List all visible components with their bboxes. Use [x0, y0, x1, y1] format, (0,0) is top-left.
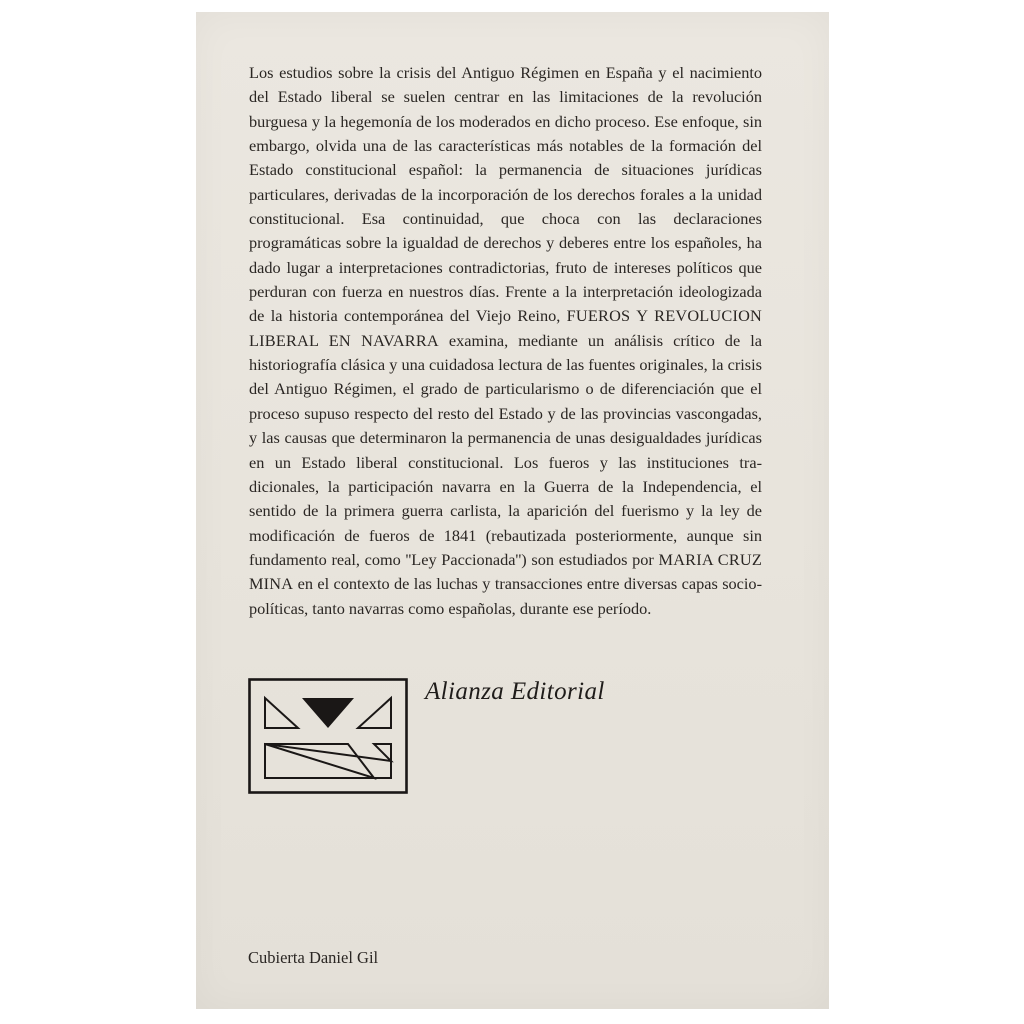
blurb-part-1: Los estudios sobre la crisis del Antiguo Régimen en España y el nacimiento del Estado liberal se suelen centrar en las limitaciones de la revolución burguesa y la hegemonía de los moderados en dicho proceso. Ese enfoque, sin embargo, olvida una de las características más notables de la formación del Estado constitucional español: la permanencia de situaciones jurídicas particulares, derivadas de la incorporación de los derechos forales a la unidad constitucional. Esa continuidad, que choca con las declaraciones programáticas sobre la igualdad de derechos y deberes entre los españoles, ha dado lugar a interpretaciones contradictorias, fruto de intereses políticos que perduran con fuerza en nuestros días. Frente a la interpretación ideologizada de la historia contemporánea del Viejo Reino, — [249, 63, 762, 326]
blurb-text — [249, 61, 762, 621]
blurb-part-3: en el contexto de las luchas y transacciones entre diversas capas socio-políticas, tanto navarras como españolas, durante ese período. — [249, 574, 762, 618]
blurb-part-2: examina, mediante un análisis crítico de la historiografía clásica y una cuidadosa lectura de las fuentes originales, la crisis del Antiguo Régimen, el grado de particularismo o de diferenciación que el proceso supuso respecto del resto del Estado y de las provincias vascongadas, y las causas que determinaron la permanencia de unas desigualdades jurídicas en un Estado liberal constitucional. Los fueros y las instituciones tradicionales, la participación navarra en la Guerra de la Independencia, el sentido de la primera guerra carlista, la aparición del fuerismo y la ley de modificación de fueros de 1841 (rebautizada posteriormente, aunque sin fundamento real, como ''Ley Paccionada'') son estudiados por — [249, 330, 762, 569]
publisher-block — [248, 678, 788, 808]
cover-credit: Cubierta Daniel Gil — [248, 948, 379, 967]
alianza-editorial-logo-icon — [248, 678, 408, 794]
publisher-name: Alianza Editorial — [425, 678, 605, 705]
author-name: MARIA CRUZ MINA — [249, 549, 762, 594]
book-back-cover — [196, 12, 829, 1009]
book-title: FUEROS Y REVOLUCION LIBERAL EN NAVARRA — [249, 306, 762, 350]
